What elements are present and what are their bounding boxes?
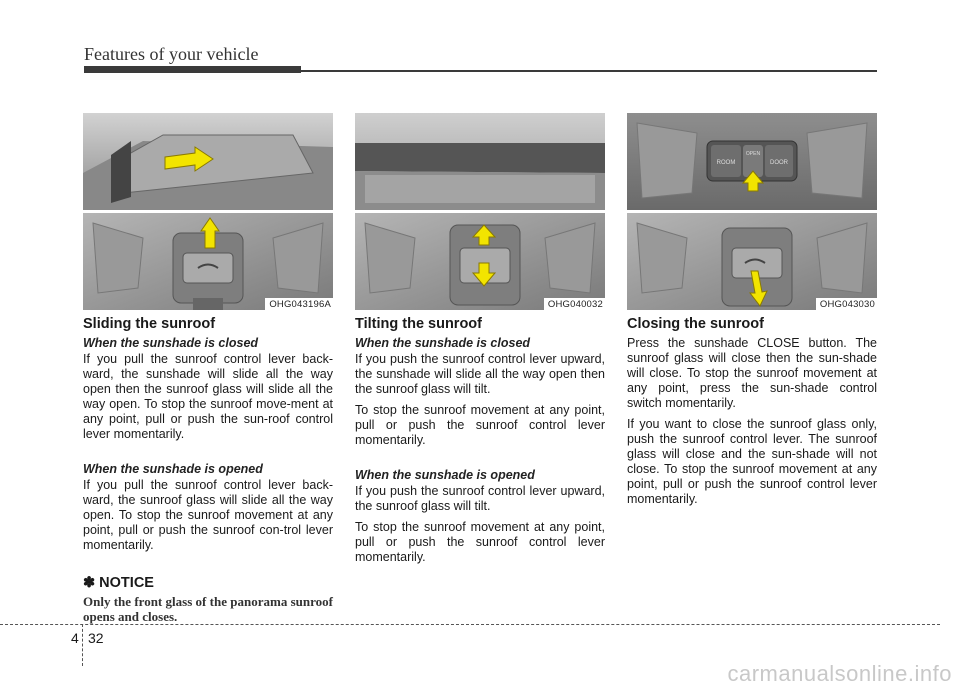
figure-sliding [83,113,333,310]
room-label: ROOM [716,160,736,166]
figure-code: OHG043196A [265,298,333,310]
column-sliding [83,113,333,624]
figure-code: OHG040032 [544,298,605,310]
paragraph: If you pull the sunroof control lever back-ward, the sunroof glass will slide all the way open. To stop the sunroof movement at any point, pull or push the sunroof con-trol lever momentarily. [83,478,333,552]
figure-tilting [355,113,605,310]
paragraph: If you push the sunroof control lever upward, the sunshade will slide all the way open then the sunroof glass will tilt. [355,352,605,396]
figure-code: OHG043030 [816,298,877,310]
watermark: carmanualsonline.info [727,661,952,686]
paragraph: If you push the sunroof control lever upward, the sunroof glass will tilt. [355,484,605,513]
paragraph: To stop the sunroof movement at any point, pull or push the sunroof control lever momentarily. [355,520,605,564]
footer-divider [0,624,940,625]
subheading: When the sunshade is opened [355,468,535,482]
paragraph: Press the sunshade CLOSE button. The sunroof glass will close then the sun-shade will close. To stop the sunroof movement at any point, press the sun-shade control switch momentarily. [627,336,877,410]
chapter-number: 4 [71,630,79,646]
footer-vertical-divider [82,624,83,666]
figure-closing [627,113,877,310]
header-rule-thin [301,70,877,72]
sunroof-closing-illustration [627,113,877,310]
column-tilting [355,113,605,571]
section-heading: Closing the sunroof [627,316,764,332]
section-heading: Tilting the sunroof [355,316,482,332]
sunroof-tilting-illustration [355,113,605,310]
paragraph: If you want to close the sunroof glass only, push the sunroof control lever. The sunroof glass will close and the sun-shade will not close. To stop the sunroof movement at any point, pull or push the sunroof control lever momentarily. [627,417,877,506]
subheading: When the sunshade is closed [83,336,259,350]
notice-text: Only the front glass of the panorama sunroof opens and closes. [83,594,333,624]
paragraph: To stop the sunroof movement at any point, pull or push the sunroof control lever momentarily. [355,403,605,447]
subheading: When the sunshade is closed [355,336,531,350]
page-number: 32 [88,630,104,646]
section-heading: Sliding the sunroof [83,316,216,332]
subheading: When the sunshade is opened [83,462,263,476]
door-label: DOOR [770,160,788,166]
open-label: OPEN [745,151,761,157]
header-rule-thick [84,66,301,73]
page-header-title: Features of your vehicle [84,44,259,64]
sunroof-sliding-illustration [83,113,333,310]
column-closing [627,113,877,513]
notice-title: ✽ NOTICE [83,575,154,591]
paragraph: If you pull the sunroof control lever back-ward, the sunshade will slide all the way open then the sunroof glass will slide all the way open. To stop the sunroof move-ment at any point, pull or push the sun-roof control lever momentarily. [83,352,333,441]
